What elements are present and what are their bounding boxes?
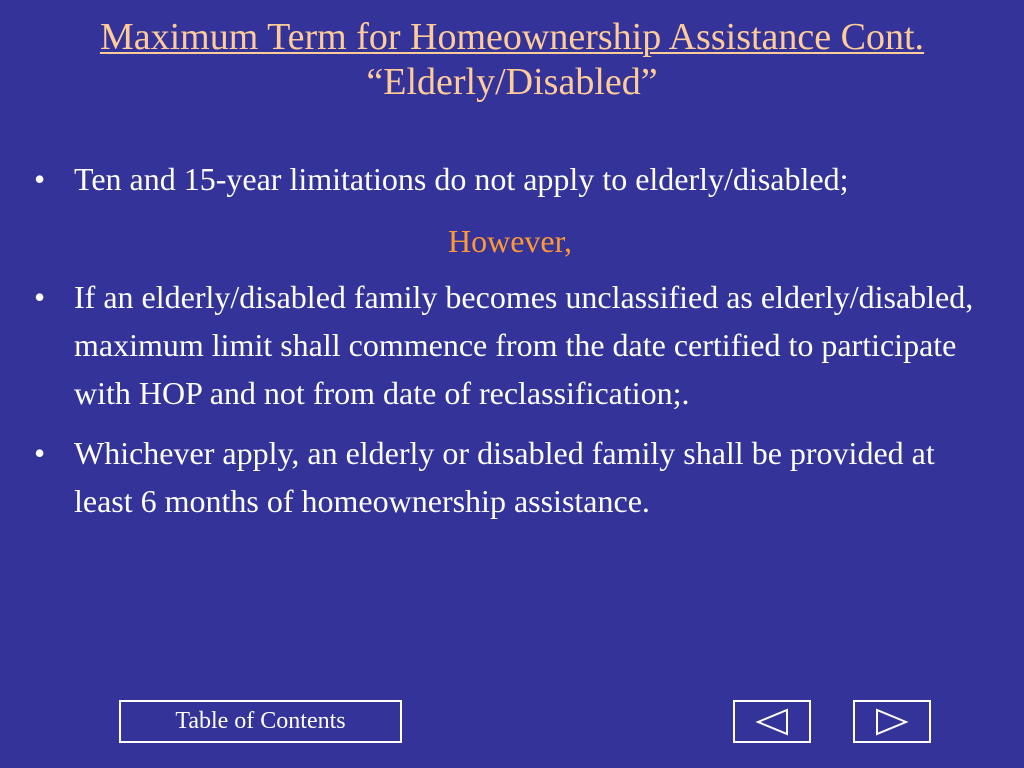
bullet-item (30, 155, 990, 203)
slide-title (0, 14, 1024, 104)
bullet-marker: • (34, 435, 46, 471)
right-triangle-icon (875, 708, 909, 736)
previous-slide-button[interactable] (733, 700, 811, 743)
left-triangle-icon (755, 708, 789, 736)
table-of-contents-button[interactable]: Table of Contents (119, 700, 402, 743)
bullet-marker: • (34, 279, 46, 315)
title-subtitle: “Elderly/Disabled” (366, 61, 658, 103)
bullet-item (30, 273, 990, 417)
title-main: Maximum Term for Homeownership Assistance Cont. (99, 16, 925, 58)
bullet-marker: • (34, 161, 46, 197)
bullet-item (30, 429, 990, 525)
however-text: However, (448, 223, 572, 259)
bullet-text: Whichever apply, an elderly or disabled family shall be provided at least 6 months of homeownership assistance. (74, 435, 935, 519)
next-slide-button[interactable] (853, 700, 931, 743)
bullet-text: If an elderly/disabled family becomes unclassified as elderly/disabled, maximum limit shall commence from the date certified to participate with HOP and not from date of reclassification;. (74, 279, 974, 411)
bullet-text: Ten and 15-year limitations do not apply to elderly/disabled; (74, 161, 849, 197)
bullet-list (30, 155, 990, 525)
